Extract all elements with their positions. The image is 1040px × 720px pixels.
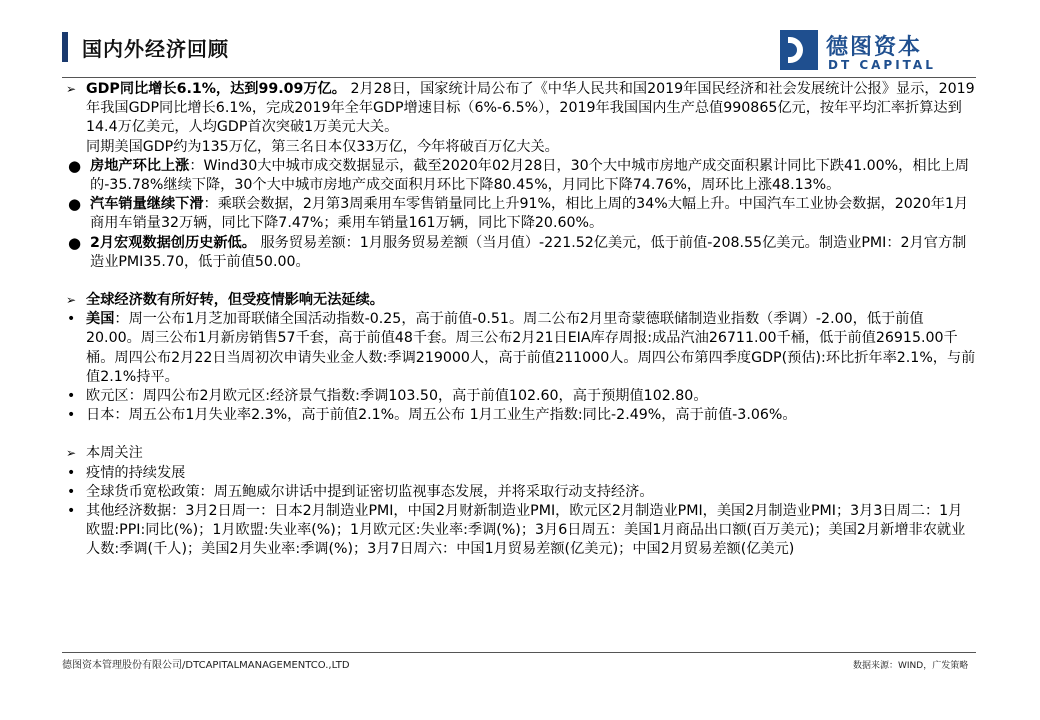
round-bullet-icon: ● bbox=[68, 156, 82, 175]
japan-paragraph bbox=[64, 406, 976, 425]
focus-item-2-text: 全球货币宽松政策：周五鲍威尔讲话中提到证密切监视事态发展，并将采取行动支持经济。 bbox=[86, 483, 654, 500]
focus-item-2 bbox=[64, 483, 976, 502]
header-divider bbox=[62, 77, 976, 78]
small-bullet-icon: • bbox=[67, 311, 76, 328]
small-bullet-icon: • bbox=[67, 503, 76, 520]
arrow-bullet-icon: ➢ bbox=[66, 446, 77, 461]
footer-source: 数据来源：WIND，广发策略 bbox=[853, 661, 969, 671]
us-paragraph bbox=[64, 310, 976, 387]
small-bullet-icon: • bbox=[67, 388, 76, 405]
gdp-text-2: 同期美国GDP约为135万亿，第三名日本仅33万亿，今年将破百万亿大关。 bbox=[86, 138, 559, 155]
small-bullet-icon: • bbox=[67, 407, 76, 424]
macro-headline: 2月宏观数据创历史新低。 bbox=[90, 234, 256, 251]
company-logo bbox=[780, 28, 950, 74]
logo-english-name: DT CAPITAL bbox=[828, 58, 936, 72]
gdp-paragraph bbox=[64, 80, 976, 138]
small-bullet-icon: • bbox=[67, 464, 76, 481]
global-headline: 全球经济数有所好转，但受疫情影响无法延续。 bbox=[86, 292, 384, 309]
property-text: ：Wind30大中城市成交数据显示，截至2020年02月28日，30个大中城市房地产成交面积累计同比下跌41.00%，相比上周的-35.78%继续下降，30个大中城市房地产成交面积月环比下降80.45%，月同比下降74.76%，周环比上涨48.13%。 bbox=[90, 157, 970, 194]
focus-heading-paragraph bbox=[64, 444, 976, 463]
property-paragraph bbox=[64, 157, 976, 195]
us-label: 美国 bbox=[86, 311, 115, 328]
us-text: ：周一公布1月芝加哥联储全国活动指数-0.25，高于前值-0.51。周二公布2月里奇蒙德联储制造业指数（季调）-2.00，低于前值20.00。周三公布1月新房销售57千套，高于前值48千套。周三公布2月21日EIA库存周报:成品汽油26711.00千桶，低于前值26915.00千桶。周四公布2月22日当周初次申请失业金人数:季调219000人，高于前值211000人。周四公布第四季度GDP(预估):环比折年率2.1%，与前值2.1%持平。 bbox=[86, 311, 976, 385]
property-headline: 房地产环比上涨 bbox=[90, 157, 190, 174]
auto-headline: 汽车销量继续下滑 bbox=[90, 196, 204, 213]
arrow-bullet-icon: ➢ bbox=[66, 82, 77, 96]
focus-item-3 bbox=[64, 502, 976, 560]
eurozone-paragraph bbox=[64, 387, 976, 406]
round-bullet-icon: ● bbox=[68, 233, 82, 252]
footer-company: 德图资本管理股份有限公司/DTCAPITALMANAGEMENTCO.,LTD bbox=[62, 660, 350, 671]
small-bullet-icon: • bbox=[67, 483, 76, 500]
focus-item-1 bbox=[64, 464, 976, 483]
japan-text: 日本：周五公布1月失业率2.3%，高于前值2.1%。周五公布 1月工业生产指数:同比-2.49%，高于前值-3.06%。 bbox=[86, 407, 797, 424]
gdp-paragraph-2 bbox=[64, 138, 976, 157]
focus-item-3-text: 其他经济数据：3月2日周一：日本2月制造业PMI，中国2月财新制造业PMI，欧元区2月制造业PMI，美国2月制造业PMI；3月3日周二：1月欧盟:PPI:同比(%)；1月欧盟:失业率(%)；1月欧元区:失业率:季调(%)；3月6日周五：美国1月商品出口额(百万美元)；美国2月新增非农就业人数:季调(千人)；美国2月失业率:季调(%)；3月7日周六：中国1月贸易差额(亿美元)；中国2月贸易差额(亿美元) bbox=[86, 503, 966, 558]
page-title: 国内外经济回顾 bbox=[82, 37, 229, 61]
eurozone-text: 欧元区：周四公布2月欧元区:经济景气指数:季调103.50，高于前值102.60，高于预期值102.80。 bbox=[86, 388, 708, 405]
arrow-bullet-icon: ➢ bbox=[66, 293, 77, 308]
logo-chinese-name: 德图资本 bbox=[826, 35, 923, 60]
footer-divider bbox=[62, 652, 976, 653]
round-bullet-icon: ● bbox=[68, 195, 82, 214]
macro-paragraph bbox=[64, 234, 976, 272]
slide-body bbox=[64, 80, 976, 560]
auto-text: ：乘联会数据，2月第3周乘用车零售销量同比上升91%，相比上周的34%大幅上升。中国汽车工业协会数据，2020年1月商用车销量32万辆，同比下降7.47%；乘用车销量161万辆，同比下降20.60%。 bbox=[90, 196, 969, 232]
logo-d-icon bbox=[780, 30, 818, 70]
gdp-text: 2月28日，国家统计局公布了《中华人民共和国2019年国民经济和社会发展统计公报》显示，2019年我国GDP同比增长6.1%，完成2019年全年GDP增速目标（6%-6.5%），2019年我国国内生产总值990865亿元，按年平均汇率折算达到14.4万亿美元，人均GDP首次突破1万美元大关。 bbox=[86, 81, 975, 136]
title-accent-bar bbox=[62, 32, 68, 62]
focus-heading: 本周关注 bbox=[86, 445, 143, 462]
gdp-headline: GDP同比增长6.1%，达到99.09万亿。 bbox=[86, 81, 346, 97]
macro-text: 服务贸易差额：1月服务贸易差额（当月值）-221.52亿美元，低于前值-208.55亿美元。制造业PMI：2月官方制造业PMI35.70，低于前值50.00。 bbox=[90, 234, 967, 270]
focus-item-1-text: 疫情的持续发展 bbox=[86, 464, 186, 481]
global-heading-paragraph bbox=[64, 291, 976, 310]
auto-paragraph bbox=[64, 195, 976, 233]
